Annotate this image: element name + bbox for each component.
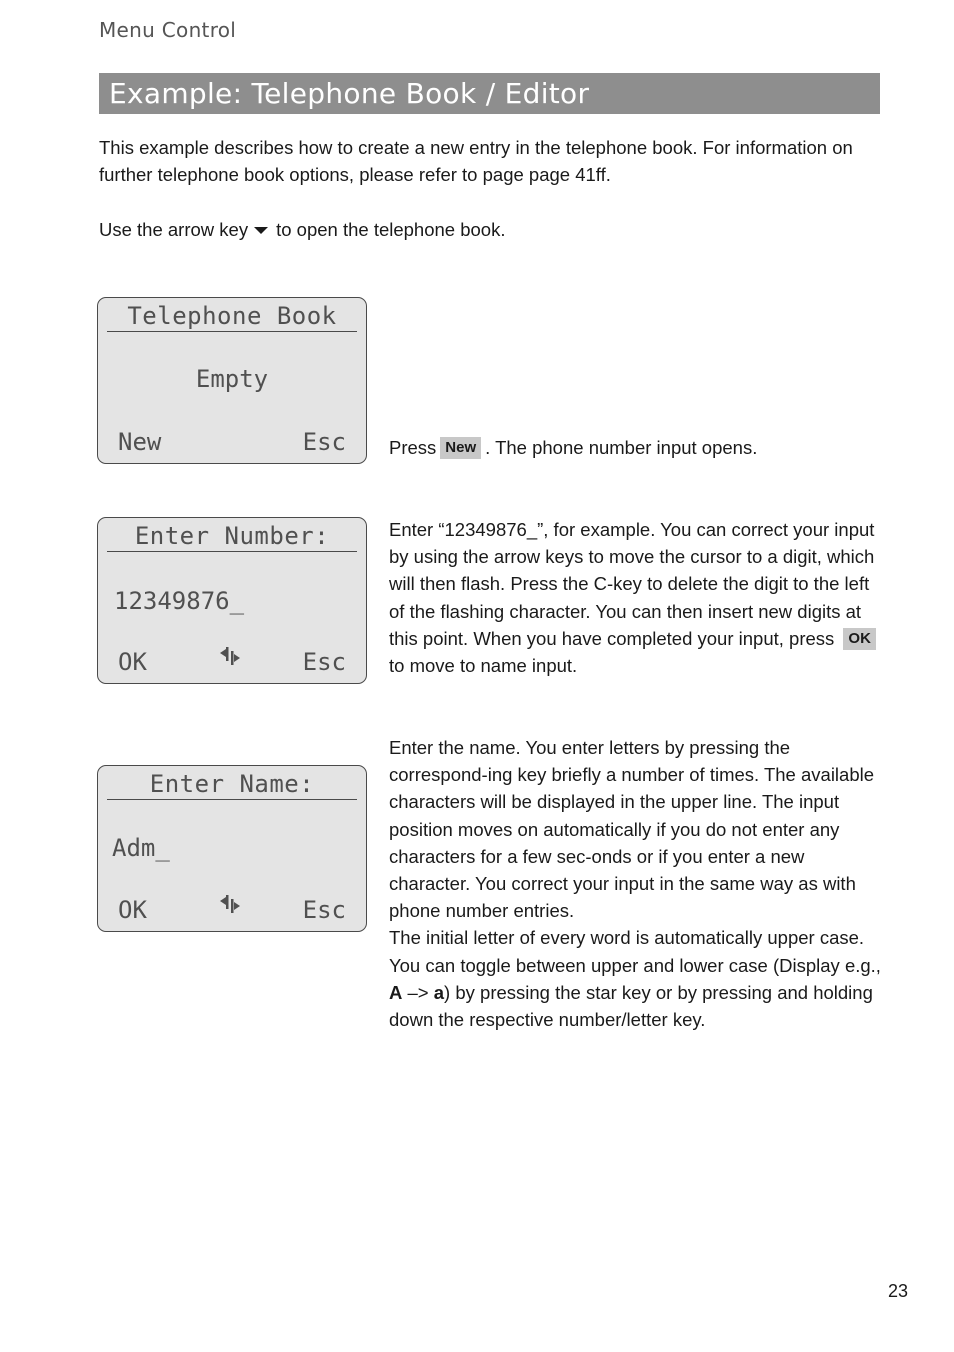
arrow-key-instruction xyxy=(99,216,880,243)
case-toggle-before: The initial letter of every word is automatically upper case. You can toggle between upper and lower case (Display e.g., xyxy=(389,927,881,976)
ok-key-badge: OK xyxy=(843,628,876,650)
softkey-esc: Esc xyxy=(302,896,346,924)
softkey-ok: OK xyxy=(118,896,147,924)
intro-paragraph: This example describes how to create a new entry in the telephone book. For information on further telephone book options, please refer to page page 41ff. xyxy=(99,137,853,186)
arrow-instruction-before: Use the arrow key xyxy=(99,219,249,240)
step-new-after: . The phone number input opens. xyxy=(485,437,758,458)
step-new-before: Press xyxy=(389,437,437,458)
page-number: 23 xyxy=(888,1281,909,1301)
page-title: Example: Telephone Book / Editor xyxy=(109,77,590,110)
lcd-name-input: Adm_ xyxy=(112,834,170,862)
down-arrow-key-icon xyxy=(254,227,268,234)
navigation-arrows-icon xyxy=(218,644,242,674)
case-arrow: –> xyxy=(407,981,429,1003)
new-key-badge: New xyxy=(440,437,481,459)
page-title-bar xyxy=(99,73,880,114)
lcd-screen-enter-number xyxy=(97,517,367,684)
softkey-ok: OK xyxy=(118,648,147,676)
upper-case-example: A xyxy=(389,981,403,1003)
softkey-esc: Esc xyxy=(302,428,346,456)
softkey-new: New xyxy=(118,428,162,456)
navigation-arrows-icon xyxy=(218,892,242,922)
step-name-text xyxy=(389,734,884,1033)
lcd-title: Enter Number: xyxy=(107,520,357,552)
lower-case-example: a xyxy=(433,981,445,1003)
step-new-text xyxy=(389,434,757,461)
step-number-body: Enter “12349876_”, for example. You can correct your input by using the arrow keys to move the cursor to a digit, which will then flash. Press the C-key to delete the digit to the left of the flashing character. You can then insert new digits at this point. When you have completed your input, press xyxy=(389,519,875,649)
case-toggle-paragraph xyxy=(389,924,884,1033)
step-name-paragraph: Enter the name. You enter letters by pressing the correspond-ing key briefly a number of times. The available characters will be displayed in the upper line. The input position moves on automatically if you do not enter any characters for a few sec-onds or if you enter a new character. You correct your input in the same way as with phone number entries. xyxy=(389,737,875,922)
lcd-title: Enter Name: xyxy=(107,768,357,800)
step-number-text xyxy=(389,516,884,679)
step-number-after: to move to name input. xyxy=(389,655,578,677)
lcd-number-input: 12349876_ xyxy=(114,587,245,615)
lcd-title: Telephone Book xyxy=(107,300,357,332)
arrow-instruction-after: to open the telephone book. xyxy=(276,219,506,240)
section-header: Menu Control xyxy=(99,18,237,42)
softkey-esc: Esc xyxy=(302,648,346,676)
lcd-screen-enter-name xyxy=(97,765,367,932)
case-toggle-after: ) by pressing the star key or by pressing and holding down the respective number/letter key. xyxy=(389,981,873,1031)
lcd-screen-telephone-book xyxy=(97,297,367,464)
lcd-status-line: Empty xyxy=(195,365,269,393)
